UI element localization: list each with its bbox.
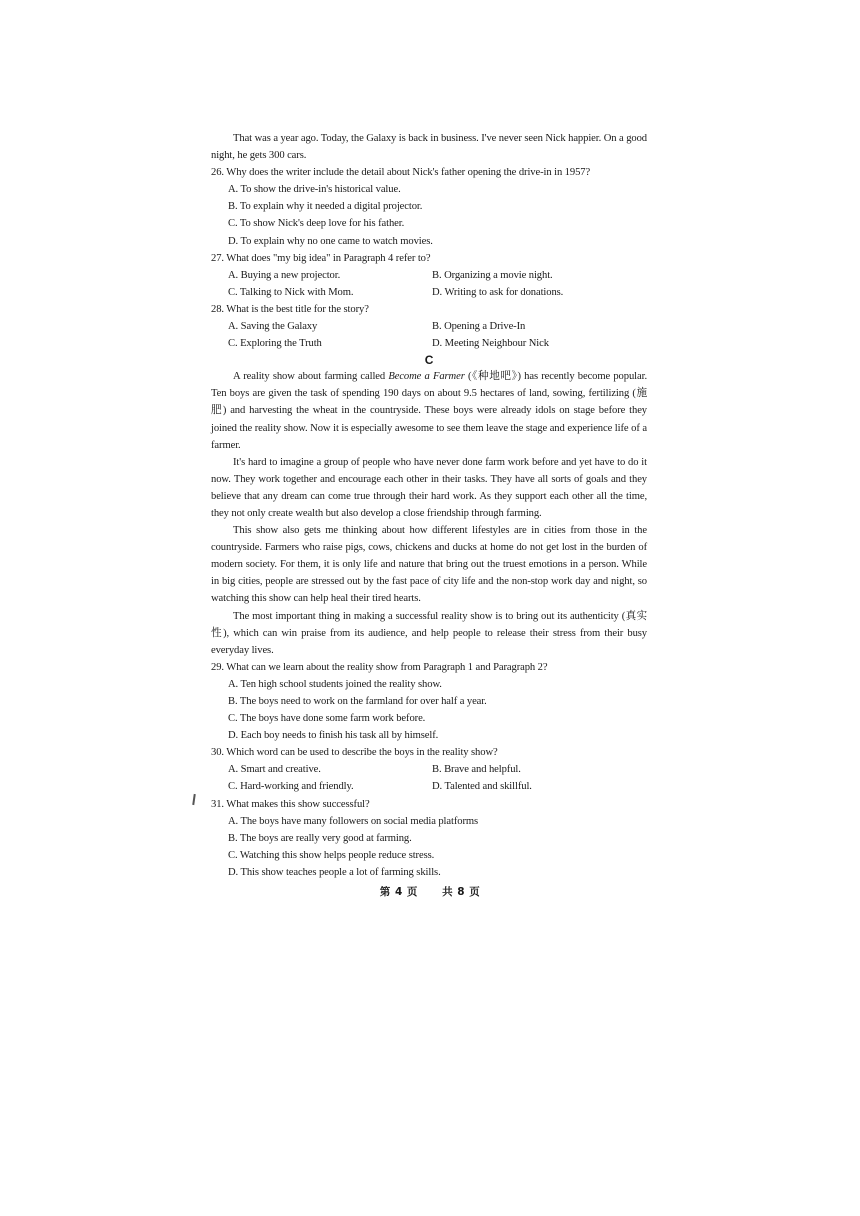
question-26-stem: 26. Why does the writer include the detail about Nick's father opening the drive-in in 1957? (211, 167, 591, 179)
question-29-option-a: A. Ten high school students joined the reality show. (228, 678, 442, 690)
section-c-paragraph-1 (211, 368, 647, 453)
question-30-option-c: C. Hard-working and friendly. (228, 781, 354, 793)
question-27-option-b: B. Organizing a movie night. (432, 269, 553, 281)
question-30-options-row-1 (228, 761, 647, 778)
question-28-options-row-2 (228, 335, 647, 352)
question-31-option-a: A. The boys have many followers on social media platforms (228, 815, 479, 827)
question-31-option-d: D. This show teaches people a lot of farming skills. (228, 866, 441, 878)
section-c-paragraph-2: It's hard to imagine a group of people who have never done farm work before and yet have to do it now. They work together and encourage each other in their tasks. They have all sorts of goals and they believe that any dream can come true through their hard work. As they support each other all the time, they not only create wealth but also develop a close friendship through farming. (211, 456, 647, 519)
question-27-options-row-2 (228, 284, 647, 301)
question-27-option-a: A. Buying a new projector. (228, 269, 341, 281)
passage-b-final-paragraph: That was a year ago. Today, the Galaxy is back in business. I've never seen Nick happier. On a good night, he gets 300 cars. (211, 133, 647, 162)
section-c-paragraph-3: This show also gets me thinking about how different lifestyles are in cities from those in the countryside. Farmers who raise pigs, cows, chickens and ducks at home do not get lost in the burden of modern society. For them, it is only life and nature that bring out the truest emotions in a person. While in big cities, people are stressed out by the fast pace of city life and the non-stop work day and night, so watching this show can help heal their tired hearts. (211, 525, 647, 605)
question-30-option-d: D. Talented and skillful. (432, 781, 532, 793)
section-c-heading: C (424, 353, 434, 368)
page-total: 共 8 页 (442, 886, 481, 898)
question-28-option-a: A. Saving the Galaxy (228, 321, 318, 333)
question-31-option-b: B. The boys are really very good at farming. (228, 832, 412, 844)
stray-pen-mark (192, 794, 196, 805)
section-c-p1-before: A reality show about farming called (233, 371, 389, 383)
section-c-paragraph-4: The most important thing in making a successful reality show is to bring out its authenticity (真实性), which can win praise from its audience, and help people to release their stress from their busy everyday lives. (211, 610, 647, 656)
question-26-option-c: C. To show Nick's deep love for his father. (228, 218, 405, 230)
show-title: Become a Farmer (388, 371, 465, 383)
question-27-stem: 27. What does "my big idea" in Paragraph 4 refer to? (211, 252, 431, 264)
question-28-option-d: D. Meeting Neighbour Nick (432, 338, 549, 350)
page-content (211, 130, 647, 881)
question-26-option-a: A. To show the drive-in's historical value. (228, 184, 401, 196)
question-28-option-b: B. Opening a Drive-In (432, 321, 526, 333)
question-30-option-a: A. Smart and creative. (228, 764, 321, 776)
page-footer (0, 884, 860, 899)
question-28-option-c: C. Exploring the Truth (228, 338, 322, 350)
question-30-option-b: B. Brave and helpful. (432, 764, 521, 776)
question-28-stem: 28. What is the best title for the story? (211, 303, 369, 315)
question-27-option-d: D. Writing to ask for donations. (432, 286, 564, 298)
question-29-option-b: B. The boys need to work on the farmland for over half a year. (228, 696, 487, 707)
question-31-option-c: C. Watching this show helps people reduce stress. (228, 849, 435, 861)
question-26-option-b: B. To explain why it needed a digital projector. (228, 201, 423, 213)
question-27-option-c: C. Talking to Nick with Mom. (228, 286, 354, 298)
question-31-stem: 31. What makes this show successful? (211, 798, 370, 810)
question-29-option-c: C. The boys have done some farm work before. (228, 713, 426, 725)
question-26-option-d: D. To explain why no one came to watch movies. (228, 235, 433, 247)
question-29-option-d: D. Each boy needs to finish his task all by himself. (228, 730, 439, 742)
question-30-options-row-2 (228, 778, 647, 795)
section-c-p1-after: (《种地吧》) has recently become popular. Ten boys are given the task of spending 190 days on about 9.5 hectares of land, sowing, fertilizing (施肥) and harvesting the wheat in the countryside. These boys were already idols on stage before they joined the reality show. Now it is especially awesome to see them leave the stage and experience life of a farmer. (211, 371, 647, 451)
question-27-options-row-1 (228, 267, 647, 284)
question-30-stem: 30. Which word can be used to describe the boys in the reality show? (211, 747, 498, 759)
page-number: 第 4 页 (379, 886, 418, 898)
question-29-stem: 29. What can we learn about the reality show from Paragraph 1 and Paragraph 2? (211, 661, 548, 673)
question-28-options-row-1 (228, 318, 647, 335)
